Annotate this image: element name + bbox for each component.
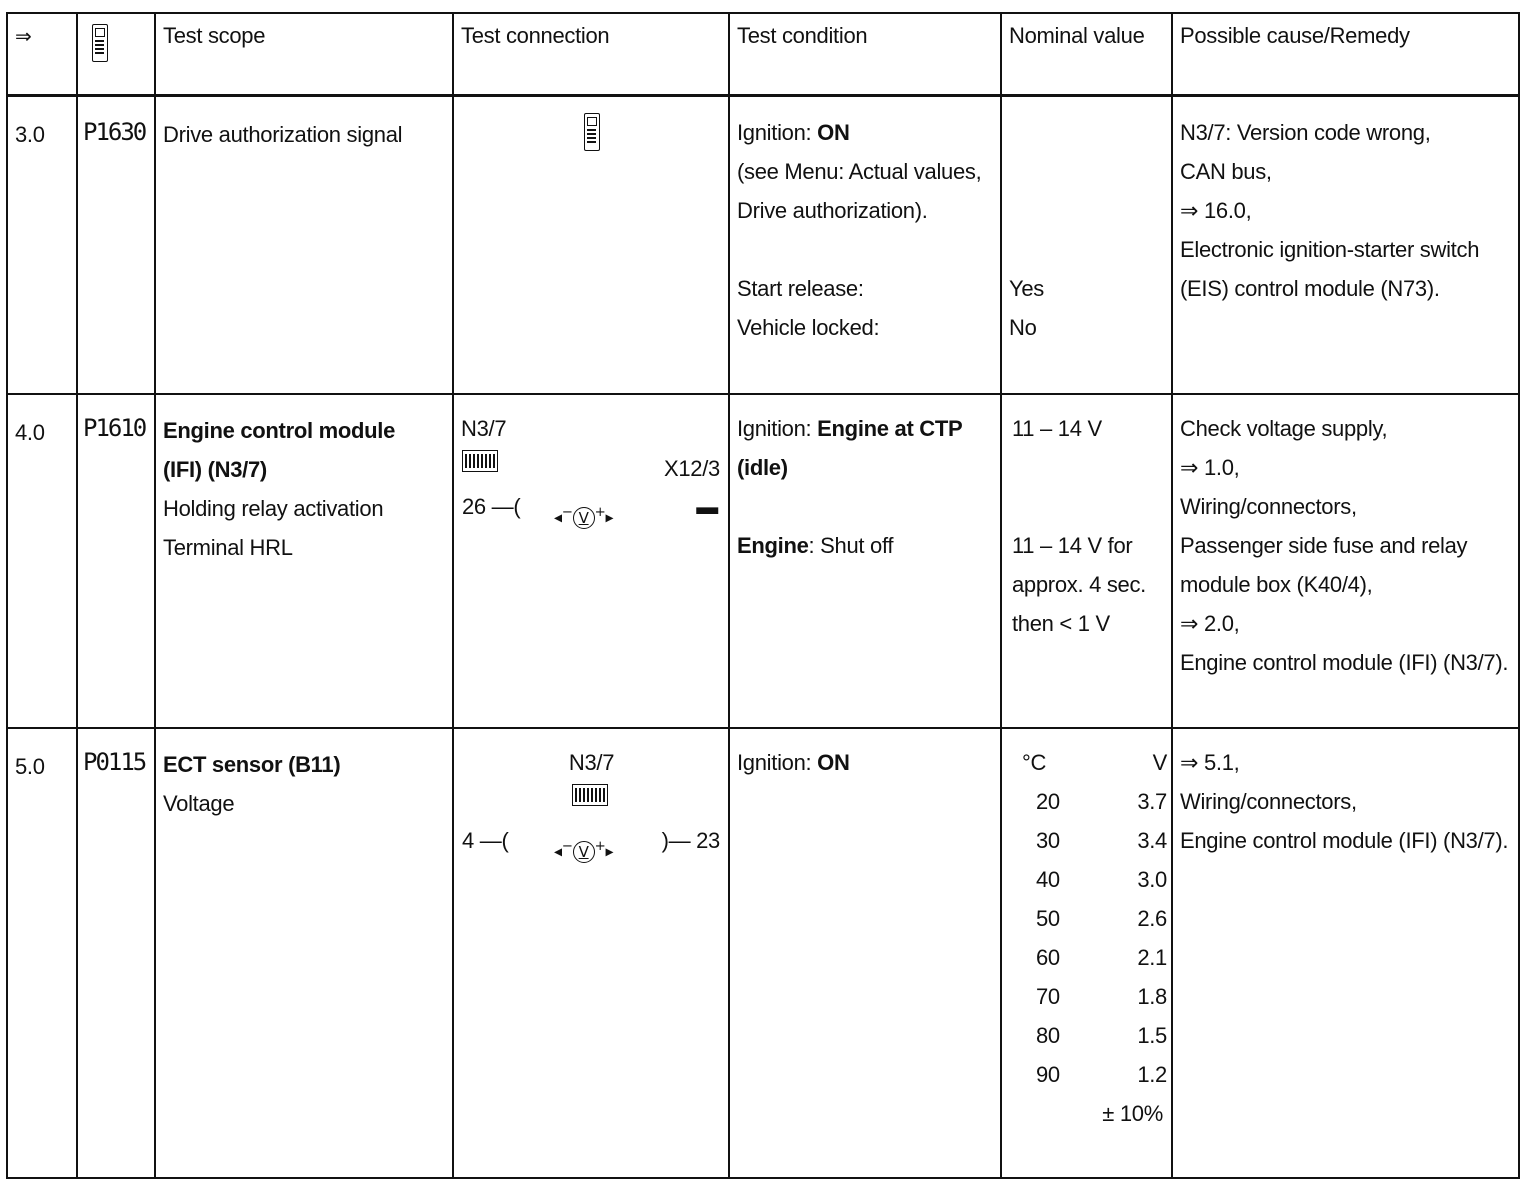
condition-label: Ignition:: [737, 750, 818, 775]
test-scope: Engine control module: [163, 418, 396, 443]
cause-line: ⇒ 5.1,: [1180, 750, 1240, 775]
header-test-condition: Test condition: [737, 23, 868, 48]
header-row: [7, 13, 1519, 96]
condition-label: Engine: [737, 533, 809, 558]
cause-line: ⇒ 16.0,: [1180, 198, 1252, 223]
control-module-icon: [462, 450, 498, 472]
table-row: 5.0 P0115 ECT sensor (B11) Voltage N3/7 4 —( ◂− V +▸ )— 23 Ignition: ON °C V 20 3.7 30 3.4 40 3.0 50 2.6 60 2.1 70 1.8 80 1.5 90 1.2 ± 10% ⇒ 5.1, Wiring/connectors, Engine control module (IFI) (N3/7).: [7, 728, 1519, 1178]
ect-voltage-table: [1016, 743, 1167, 1133]
condition-value: Engine at CTP: [817, 416, 963, 441]
tester-icon: [92, 24, 108, 62]
condition-label: Ignition:: [737, 120, 818, 145]
condition-value: ON: [817, 750, 850, 775]
header-test-connection: Test connection: [461, 23, 610, 48]
voltage-value: 3.7: [1137, 789, 1167, 814]
condition-value: ON: [817, 120, 850, 145]
condition-text: Vehicle locked:: [737, 315, 880, 340]
module-label: N3/7: [568, 750, 615, 775]
temp-value: 60: [1036, 945, 1060, 970]
nominal-value: Yes: [1009, 276, 1044, 301]
voltage-value: 3.0: [1137, 867, 1167, 892]
voltage-value: 3.4: [1137, 828, 1167, 853]
nominal-value: 11 – 14 V for: [1012, 533, 1133, 558]
cause-line: module box (K40/4),: [1180, 572, 1373, 597]
diagnostic-table: [6, 12, 1520, 1179]
temp-value: 90: [1036, 1062, 1060, 1087]
temp-value: 30: [1036, 828, 1060, 853]
nominal-value: approx. 4 sec.: [1012, 572, 1146, 597]
test-scope: Voltage: [163, 791, 235, 816]
column-header-volts: V: [1152, 750, 1167, 775]
test-scope: ECT sensor (B11): [163, 752, 341, 777]
pin-number: 4: [462, 828, 474, 853]
nominal-value: No: [1009, 315, 1037, 340]
tester-icon: [584, 113, 600, 151]
table-row: [7, 96, 1519, 395]
condition-value: : Shut off: [808, 533, 894, 558]
tolerance: ± 10%: [1102, 1101, 1163, 1126]
voltage-value: 2.1: [1137, 945, 1167, 970]
temp-value: 70: [1036, 984, 1060, 1009]
cause-line: Check voltage supply,: [1180, 416, 1388, 441]
cause-line: Engine control module (IFI) (N3/7).: [1180, 828, 1509, 853]
cause-line: ⇒ 1.0,: [1180, 455, 1240, 480]
cause-line: CAN bus,: [1180, 159, 1272, 184]
temp-value: 80: [1036, 1023, 1060, 1048]
pin-number: 23: [696, 828, 720, 853]
cause-line: Engine control module (IFI) (N3/7).: [1180, 650, 1509, 675]
test-scope: Holding relay activation: [163, 496, 384, 521]
header-test-scope: Test scope: [163, 23, 266, 48]
cause-line: (EIS) control module (N73).: [1180, 276, 1440, 301]
connector-plug-icon: ▬: [696, 494, 718, 519]
cause-line: ⇒ 2.0,: [1180, 611, 1240, 636]
voltage-value: 1.8: [1137, 984, 1167, 1009]
temp-value: 40: [1036, 867, 1060, 892]
cause-line: N3/7: Version code wrong,: [1180, 120, 1431, 145]
column-header-celsius: °C: [1022, 750, 1047, 775]
header-nominal-value: Nominal value: [1009, 23, 1145, 48]
connector-label: X12/3: [664, 456, 720, 481]
temp-value: 50: [1036, 906, 1060, 931]
condition-text: Start release:: [737, 276, 864, 301]
control-module-icon: [572, 784, 608, 806]
condition-label: Ignition:: [737, 416, 818, 441]
test-scope: Terminal HRL: [163, 535, 293, 560]
cause-line: Wiring/connectors,: [1180, 494, 1357, 519]
cause-line: Electronic ignition-starter switch: [1180, 237, 1480, 262]
test-scope: Drive authorization signal: [163, 122, 403, 147]
condition-text: Drive authorization).: [737, 198, 928, 223]
nominal-value: then < 1 V: [1012, 611, 1110, 636]
nominal-value: 11 – 14 V: [1012, 416, 1102, 441]
fault-code: P0115: [83, 748, 146, 776]
cause-line: Passenger side fuse and relay: [1180, 533, 1468, 558]
module-label: N3/7: [461, 416, 507, 441]
test-scope: (IFI) (N3/7): [163, 457, 267, 482]
voltage-value: 1.5: [1137, 1023, 1167, 1048]
fault-code: P1630: [83, 118, 146, 146]
pin-number: 26: [462, 494, 486, 519]
header-possible-cause: Possible cause/Remedy: [1180, 23, 1410, 48]
header-arrow: ⇒: [15, 24, 32, 48]
voltmeter-icon: ◂− V +▸: [554, 839, 614, 861]
cause-line: Wiring/connectors,: [1180, 789, 1357, 814]
voltage-value: 1.2: [1137, 1062, 1167, 1087]
condition-value: (idle): [737, 455, 788, 480]
condition-text: (see Menu: Actual values,: [737, 159, 982, 184]
step-number: 3.0: [15, 122, 45, 147]
voltmeter-icon: ◂− V +▸: [554, 505, 614, 527]
fault-code: P1610: [83, 414, 146, 442]
step-number: 4.0: [15, 420, 45, 445]
temp-value: 20: [1036, 789, 1060, 814]
voltage-value: 2.6: [1137, 906, 1167, 931]
step-number: 5.0: [15, 754, 45, 779]
table-row: 4.0 P1610 Engine control module (IFI) (N3/7) Holding relay activation Terminal HRL N3/7 X12/3 26 —( ◂− V +▸ ▬ Ignition: Engine at CTP (idle) Engine: Shut off 11 – 14 V 11 – 14 V for approx. 4 sec. then < 1 V Check voltage supply, ⇒ 1.0, Wiring/connectors, Passenger side fuse and relay module box (K40/4), ⇒ 2.0, Engine control module (IFI) (N3/7).: [7, 394, 1519, 728]
